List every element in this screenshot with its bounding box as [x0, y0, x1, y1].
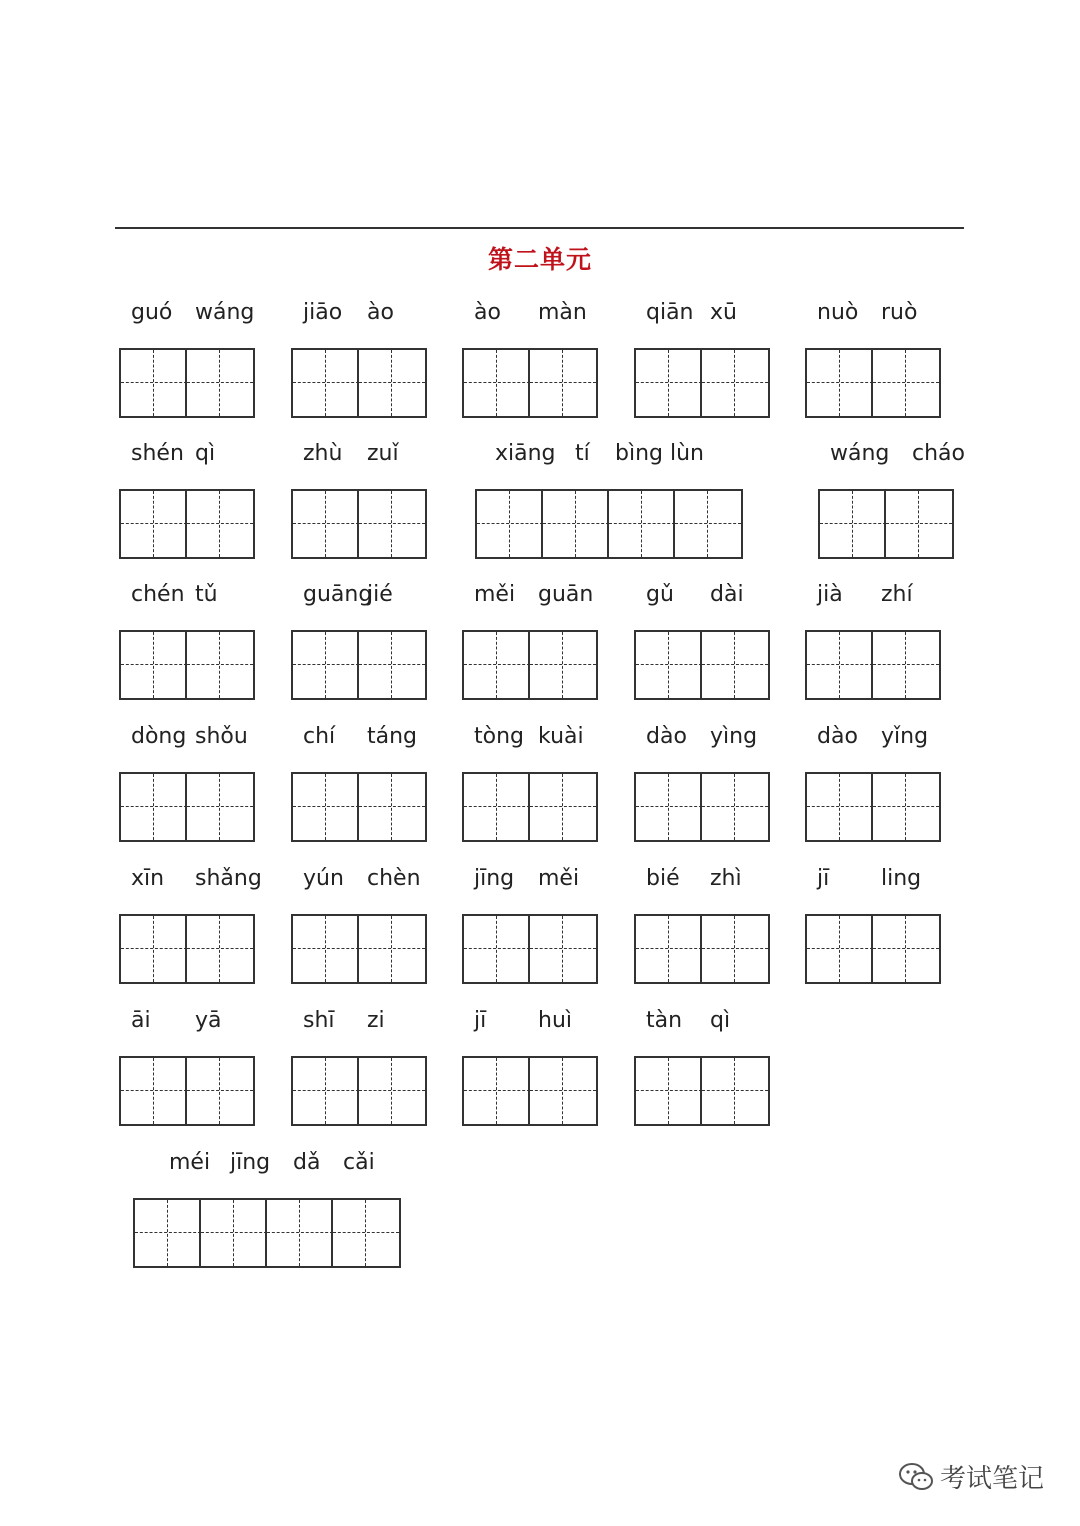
writing-grid[interactable]	[119, 630, 255, 700]
pinyin-syllable: jià	[817, 582, 843, 607]
tian-zi-cell[interactable]	[530, 916, 596, 982]
pinyin-syllable: zi	[367, 1008, 385, 1033]
tian-zi-cell[interactable]	[873, 916, 939, 982]
pinyin-syllable: jiāo	[303, 300, 343, 325]
tian-zi-cell[interactable]	[464, 350, 530, 416]
pinyin-syllable: shǎng	[195, 866, 262, 891]
pinyin-syllable: ào	[474, 300, 501, 325]
pinyin-syllable: cháo	[912, 441, 965, 466]
pinyin-syllable: xiāng	[495, 441, 556, 466]
tian-zi-cell[interactable]	[543, 491, 609, 557]
pinyin-syllable: bié	[646, 866, 680, 891]
pinyin-syllable: kuài	[538, 724, 584, 749]
writing-grid[interactable]	[291, 1056, 427, 1126]
writing-grid[interactable]	[133, 1198, 401, 1268]
pinyin-syllable: zhí	[881, 582, 913, 607]
writing-grid[interactable]	[634, 1056, 770, 1126]
tian-zi-cell[interactable]	[609, 491, 675, 557]
tian-zi-cell[interactable]	[873, 774, 939, 840]
writing-grid[interactable]	[475, 489, 743, 559]
tian-zi-cell[interactable]	[807, 632, 873, 698]
writing-grid[interactable]	[119, 348, 255, 418]
pinyin-syllable: měi	[538, 866, 580, 891]
tian-zi-cell[interactable]	[702, 916, 768, 982]
pinyin-syllable: shén	[131, 441, 184, 466]
pinyin-syllable: gǔ	[646, 582, 674, 607]
pinyin-syllable: āi	[131, 1008, 151, 1033]
tian-zi-cell[interactable]	[464, 632, 530, 698]
tian-zi-cell[interactable]	[359, 1058, 425, 1124]
pinyin-syllable: nuò	[817, 300, 859, 325]
tian-zi-cell[interactable]	[530, 350, 596, 416]
tian-zi-cell[interactable]	[702, 1058, 768, 1124]
tian-zi-cell[interactable]	[530, 1058, 596, 1124]
tian-zi-cell[interactable]	[886, 491, 952, 557]
pinyin-syllable: dào	[817, 724, 858, 749]
writing-grid[interactable]	[291, 348, 427, 418]
writing-grid[interactable]	[634, 348, 770, 418]
pinyin-syllable: yā	[195, 1008, 222, 1033]
tian-zi-cell[interactable]	[873, 350, 939, 416]
pinyin-syllable: shǒu	[195, 724, 248, 749]
tian-zi-cell[interactable]	[807, 350, 873, 416]
writing-grid[interactable]	[119, 914, 255, 984]
pinyin-syllable: chén	[131, 582, 185, 607]
writing-grid[interactable]	[119, 772, 255, 842]
pinyin-syllable: lùn	[670, 441, 704, 466]
tian-zi-cell[interactable]	[464, 1058, 530, 1124]
pinyin-syllable: ruò	[881, 300, 918, 325]
pinyin-syllable: dài	[710, 582, 744, 607]
tian-zi-cell[interactable]	[702, 774, 768, 840]
tian-zi-cell[interactable]	[293, 774, 359, 840]
tian-zi-cell[interactable]	[293, 350, 359, 416]
wechat-icon	[898, 1462, 934, 1492]
writing-grid[interactable]	[634, 630, 770, 700]
tian-zi-cell[interactable]	[187, 916, 253, 982]
pinyin-syllable: zuǐ	[367, 441, 399, 466]
tian-zi-cell[interactable]	[530, 632, 596, 698]
tian-zi-cell[interactable]	[187, 774, 253, 840]
tian-zi-cell[interactable]	[135, 1200, 201, 1266]
tian-zi-cell[interactable]	[359, 350, 425, 416]
writing-grid[interactable]	[805, 772, 941, 842]
pinyin-syllable: tòng	[474, 724, 524, 749]
writing-grid[interactable]	[805, 914, 941, 984]
pinyin-syllable: yǐng	[881, 724, 929, 749]
tian-zi-cell[interactable]	[820, 491, 886, 557]
writing-grid[interactable]	[462, 630, 598, 700]
tian-zi-cell[interactable]	[702, 350, 768, 416]
tian-zi-cell[interactable]	[464, 774, 530, 840]
watermark	[898, 1458, 1044, 1495]
tian-zi-cell[interactable]	[675, 491, 741, 557]
pinyin-syllable: màn	[538, 300, 587, 325]
tian-zi-cell[interactable]	[636, 916, 702, 982]
tian-zi-cell[interactable]	[121, 350, 187, 416]
tian-zi-cell[interactable]	[359, 491, 425, 557]
writing-grid[interactable]	[291, 772, 427, 842]
pinyin-syllable: tàn	[646, 1008, 683, 1033]
pinyin-syllable: jī	[817, 866, 830, 891]
tian-zi-cell[interactable]	[636, 350, 702, 416]
tian-zi-cell[interactable]	[333, 1200, 399, 1266]
writing-grid[interactable]	[462, 914, 598, 984]
pinyin-syllable: guāng	[303, 582, 373, 607]
top-rule	[115, 227, 964, 229]
pinyin-syllable: jié	[367, 582, 393, 607]
page-title: 第二单元	[487, 245, 592, 274]
pinyin-syllable: wáng	[830, 441, 890, 466]
pinyin-syllable: qì	[195, 441, 216, 466]
pinyin-syllable: wáng	[195, 300, 255, 325]
tian-zi-cell[interactable]	[359, 916, 425, 982]
tian-zi-cell[interactable]	[187, 491, 253, 557]
pinyin-syllable: xū	[710, 300, 737, 325]
tian-zi-cell[interactable]	[477, 491, 543, 557]
pinyin-syllable: méi	[169, 1150, 211, 1175]
tian-zi-cell[interactable]	[293, 491, 359, 557]
tian-zi-cell[interactable]	[293, 916, 359, 982]
pinyin-syllable: qiān	[646, 300, 694, 325]
writing-grid[interactable]	[291, 630, 427, 700]
tian-zi-cell[interactable]	[187, 350, 253, 416]
pinyin-syllable: měi	[474, 582, 516, 607]
tian-zi-cell[interactable]	[293, 1058, 359, 1124]
writing-grid[interactable]	[291, 489, 427, 559]
tian-zi-cell[interactable]	[293, 632, 359, 698]
pinyin-syllable: dòng	[131, 724, 187, 749]
tian-zi-cell[interactable]	[807, 774, 873, 840]
tian-zi-cell[interactable]	[359, 774, 425, 840]
writing-grid[interactable]	[805, 348, 941, 418]
pinyin-syllable: huì	[538, 1008, 572, 1033]
tian-zi-cell[interactable]	[121, 1058, 187, 1124]
writing-grid[interactable]	[462, 1056, 598, 1126]
tian-zi-cell[interactable]	[807, 916, 873, 982]
tian-zi-cell[interactable]	[121, 774, 187, 840]
tian-zi-cell[interactable]	[464, 916, 530, 982]
pinyin-syllable: chí	[303, 724, 336, 749]
pinyin-syllable: guó	[131, 300, 173, 325]
writing-grid[interactable]	[818, 489, 954, 559]
tian-zi-cell[interactable]	[121, 916, 187, 982]
pinyin-syllable: jī	[474, 1008, 487, 1033]
pinyin-syllable: jīng	[474, 866, 515, 891]
tian-zi-cell[interactable]	[187, 1058, 253, 1124]
tian-zi-cell[interactable]	[636, 774, 702, 840]
tian-zi-cell[interactable]	[121, 491, 187, 557]
pinyin-syllable: ling	[881, 866, 922, 891]
pinyin-syllable: shī	[303, 1008, 335, 1033]
tian-zi-cell[interactable]	[530, 774, 596, 840]
pinyin-syllable: chèn	[367, 866, 421, 891]
writing-grid[interactable]	[462, 772, 598, 842]
pinyin-syllable: zhù	[303, 441, 343, 466]
pinyin-syllable: bìng	[615, 441, 663, 466]
writing-grid[interactable]	[291, 914, 427, 984]
tian-zi-cell[interactable]	[636, 632, 702, 698]
tian-zi-cell[interactable]	[187, 632, 253, 698]
tian-zi-cell[interactable]	[702, 632, 768, 698]
watermark-text: 考试笔记	[939, 1464, 1044, 1494]
pinyin-syllable: xīn	[131, 866, 165, 891]
pinyin-syllable: ào	[367, 300, 394, 325]
writing-grid[interactable]	[634, 914, 770, 984]
pinyin-syllable: jīng	[230, 1150, 271, 1175]
pinyin-syllable: tǔ	[195, 582, 218, 607]
pinyin-syllable: zhì	[710, 866, 742, 891]
tian-zi-cell[interactable]	[873, 632, 939, 698]
tian-zi-cell[interactable]	[359, 632, 425, 698]
writing-grid[interactable]	[805, 630, 941, 700]
writing-grid[interactable]	[462, 348, 598, 418]
pinyin-syllable: dǎ	[293, 1150, 321, 1175]
tian-zi-cell[interactable]	[636, 1058, 702, 1124]
writing-grid[interactable]	[119, 1056, 255, 1126]
pinyin-syllable: guān	[538, 582, 594, 607]
writing-grid[interactable]	[119, 489, 255, 559]
pinyin-syllable: dào	[646, 724, 687, 749]
tian-zi-cell[interactable]	[121, 632, 187, 698]
pinyin-syllable: yìng	[710, 724, 758, 749]
tian-zi-cell[interactable]	[201, 1200, 267, 1266]
pinyin-syllable: qì	[710, 1008, 731, 1033]
writing-grid[interactable]	[634, 772, 770, 842]
tian-zi-cell[interactable]	[267, 1200, 333, 1266]
pinyin-syllable: cǎi	[343, 1150, 375, 1175]
pinyin-syllable: tí	[575, 441, 590, 466]
pinyin-syllable: táng	[367, 724, 418, 749]
pinyin-syllable: yún	[303, 866, 344, 891]
